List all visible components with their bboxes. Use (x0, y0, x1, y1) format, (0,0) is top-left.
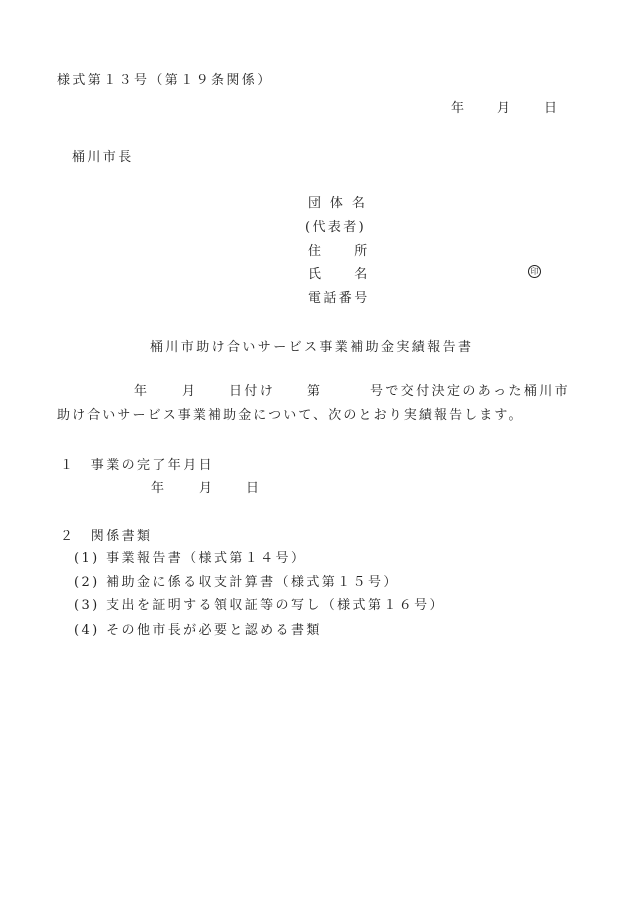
form-number: 様式第１３号（第１９条関係） (57, 73, 273, 88)
document-title: 桶川市助け合いサービス事業補助金実績報告書 (150, 340, 474, 355)
name-label: 氏 名 (308, 267, 370, 282)
phone-label: 電話番号 (308, 291, 370, 306)
section2-heading: ２ 関係書類 (60, 529, 153, 544)
date-month-label: 月 (497, 101, 513, 116)
addressee: 桶川市長 (72, 150, 134, 165)
body-line1-rest: 号で交付決定のあった桶川市 (370, 384, 571, 399)
org-name-label: 団 体 名 (308, 196, 368, 211)
representative-label: (代表者) (305, 220, 367, 235)
seal-mark-icon: 印 (528, 265, 541, 278)
document-list-item: (4) その他市長が必要と認める書類 (74, 623, 322, 638)
completion-day-label: 日 (246, 481, 262, 496)
body-dai-label: 第 (307, 384, 323, 399)
body-dated-label: 日付け (229, 384, 276, 399)
section1-heading: １ 事業の完了年月日 (60, 458, 215, 473)
date-day-label: 日 (544, 101, 560, 116)
document-list-item: (2) 補助金に係る収支計算書（様式第１５号） (74, 575, 399, 590)
body-line2: 助け合いサービス事業補助金について、次のとおり実績報告します。 (57, 408, 524, 423)
completion-month-label: 月 (199, 481, 215, 496)
address-label: 住 所 (308, 244, 370, 259)
body-year-label: 年 (134, 384, 150, 399)
completion-year-label: 年 (151, 481, 167, 496)
date-year-label: 年 (451, 101, 467, 116)
document-list-item: (1) 事業報告書（様式第１４号） (74, 551, 307, 566)
body-month-label: 月 (182, 384, 198, 399)
document-list-item: (3) 支出を証明する領収証等の写し（様式第１６号） (74, 598, 445, 613)
